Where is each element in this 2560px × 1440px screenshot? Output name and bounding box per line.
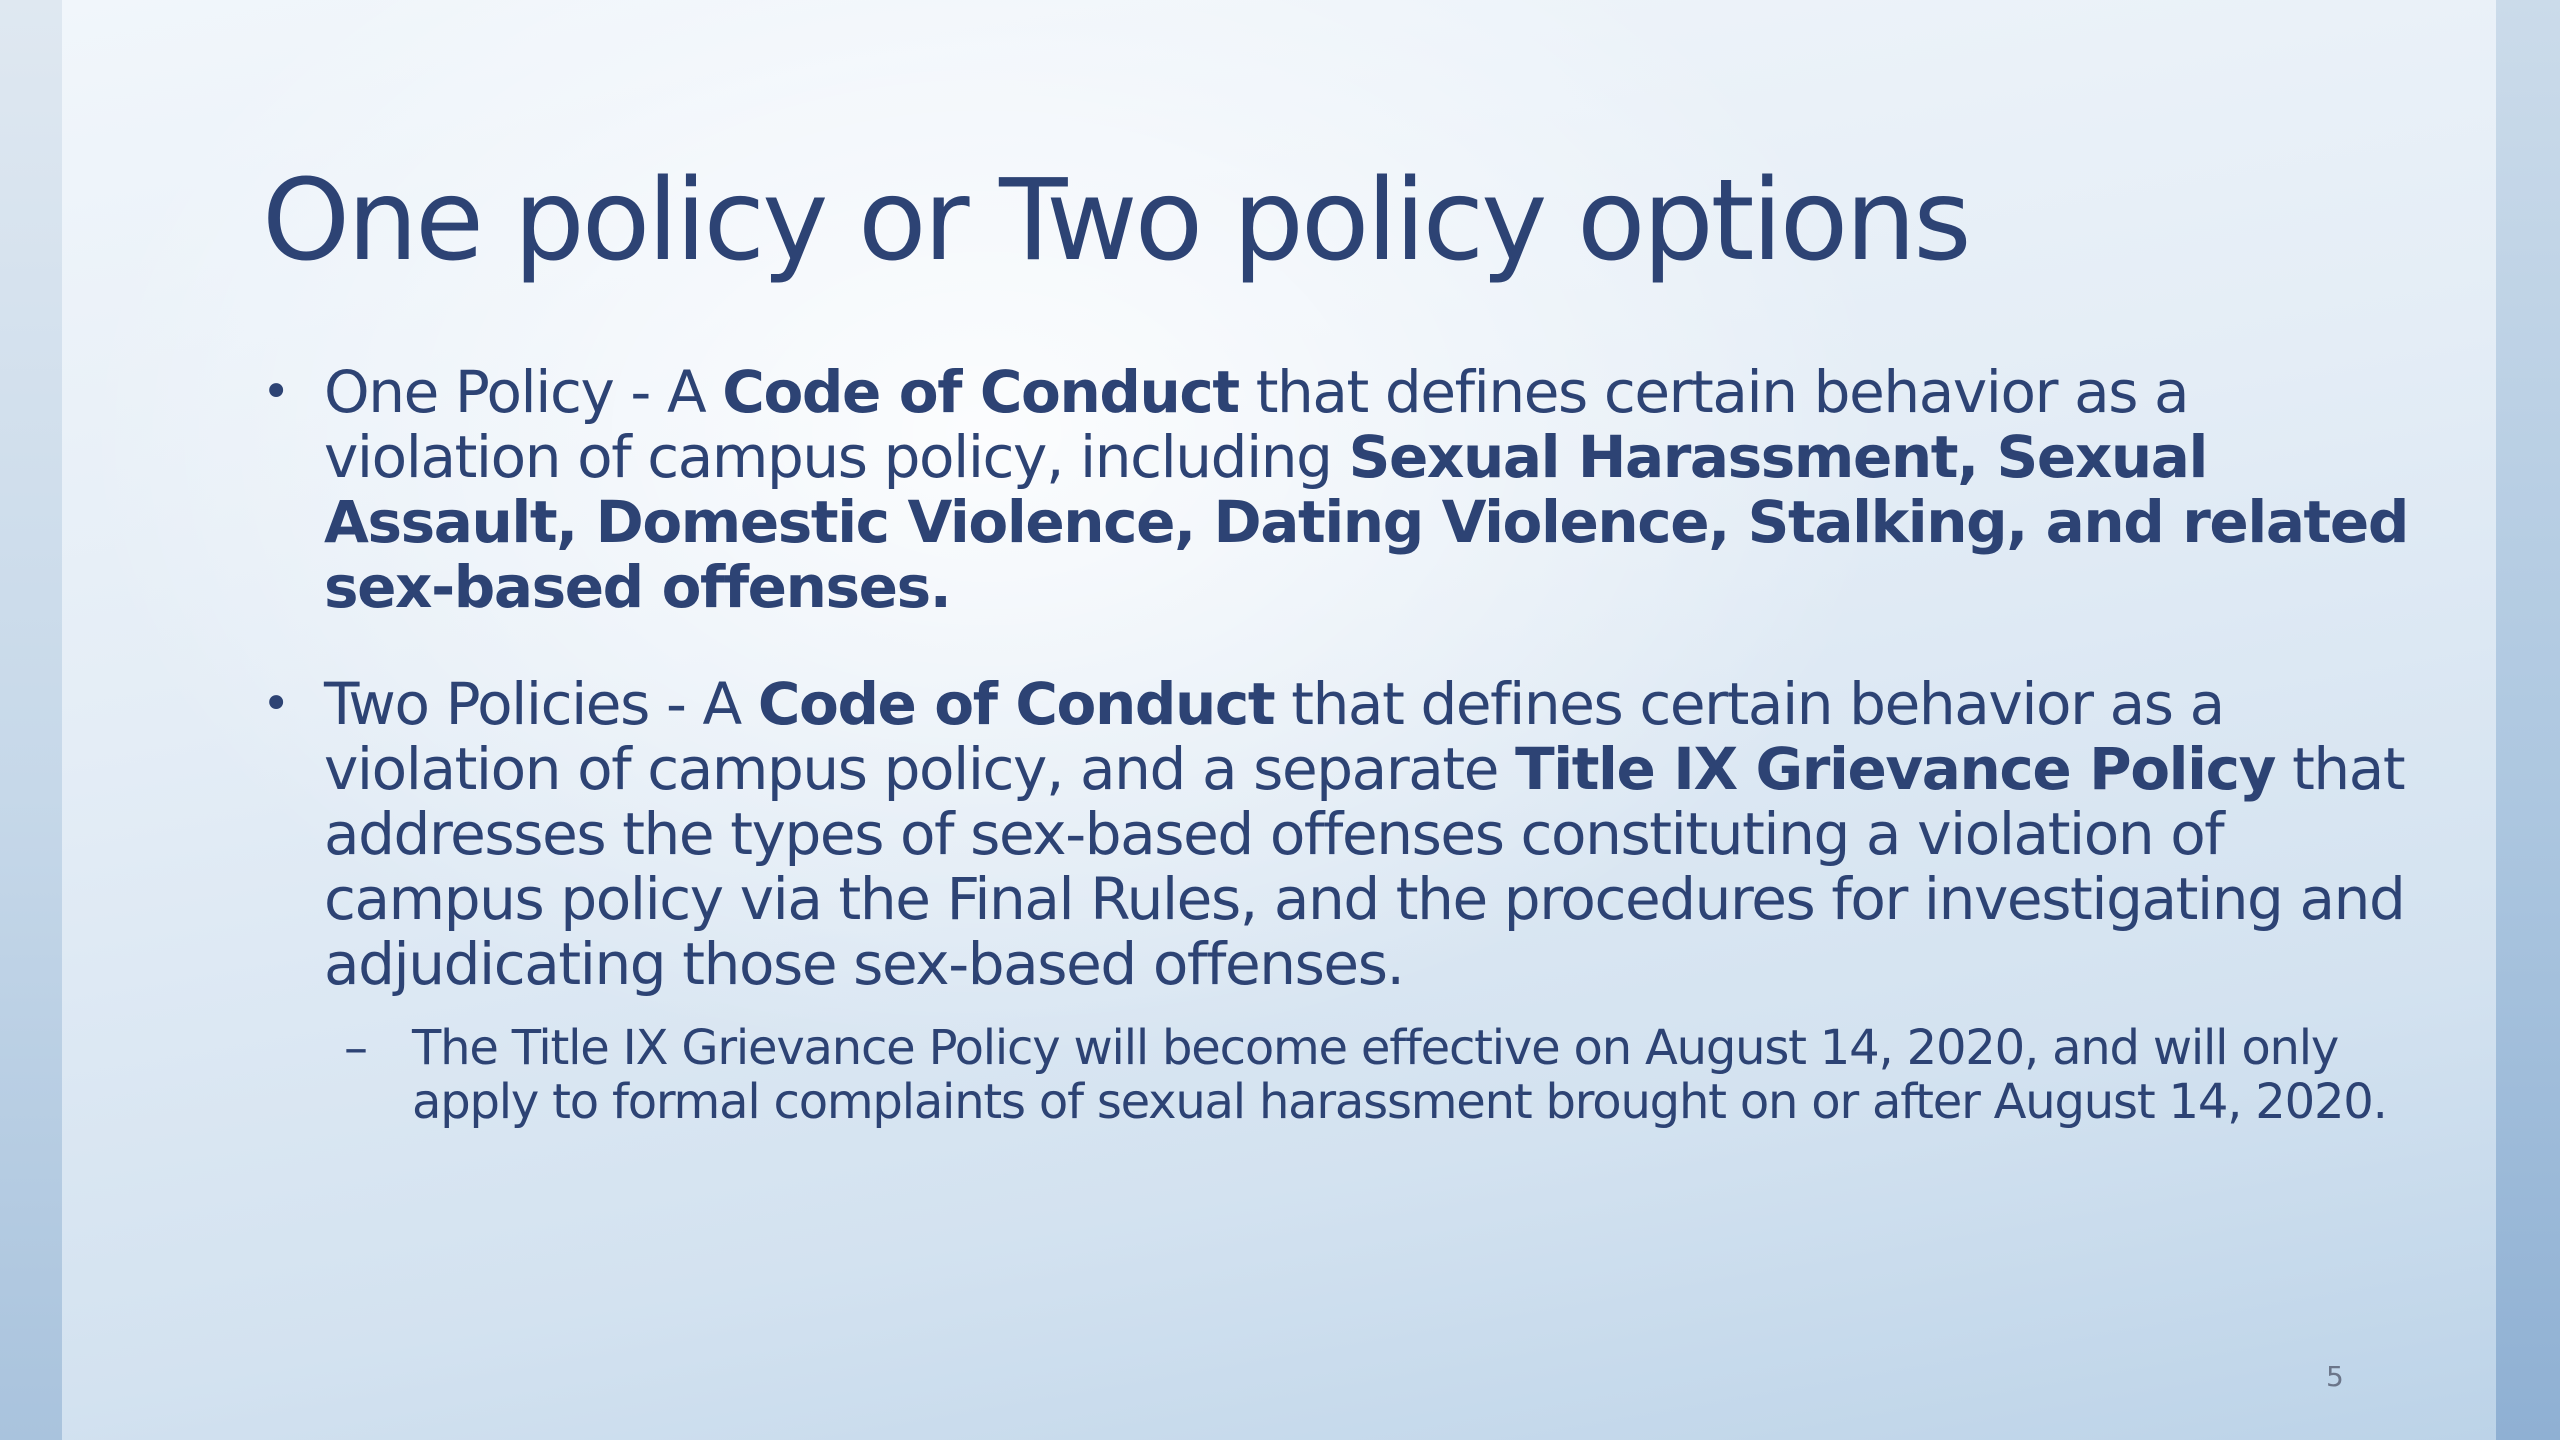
bullet-bold-text: Sexual Harassment, Sexual Assault, Domestic Violence, Dating Violence, Stalking, and related sex-based offenses. (324, 423, 2408, 621)
bullet-bold-text: Title IX Grievance Policy (1515, 735, 2276, 803)
bullet-text: that defines certain behavior as a violation of campus policy, including (324, 358, 2189, 491)
sub-bullet-text: The Title IX Grievance Policy will become effective on August 14, 2020, and will only apply to formal complaints of sexual harassment brought on or after August 14, 2020. (412, 1020, 2387, 1130)
bullet-bold-text: Code of Conduct (722, 358, 1239, 426)
bullet-one-policy (262, 360, 2412, 620)
bullet-two-policies (262, 672, 2412, 997)
bullet-bold-text: Code of Conduct (757, 670, 1275, 738)
bullet-marker: • (262, 676, 289, 732)
left-margin-band (0, 0, 62, 1440)
bullet-text: that addresses the types of sex-based offenses constituting a violation of campus policy via the Final Rules, and the procedures for investigating and adjudicating those sex-based offenses. (324, 735, 2405, 998)
bullet-text: Two Policies - A (324, 670, 758, 738)
slide (62, 0, 2496, 1440)
right-margin-band (2496, 0, 2560, 1440)
page-number: 5 (2326, 1360, 2344, 1393)
slide-body (262, 360, 2412, 1129)
bullet-text: One Policy - A (324, 358, 723, 426)
sub-bullet-effective-date (324, 1021, 2412, 1129)
slide-title: One policy or Two policy options (262, 156, 1969, 286)
bullet-marker: • (262, 364, 289, 420)
sub-bullet-marker: – (344, 1020, 367, 1076)
bullet-text: that defines certain behavior as a violation of campus policy, and a separate (324, 670, 2224, 803)
